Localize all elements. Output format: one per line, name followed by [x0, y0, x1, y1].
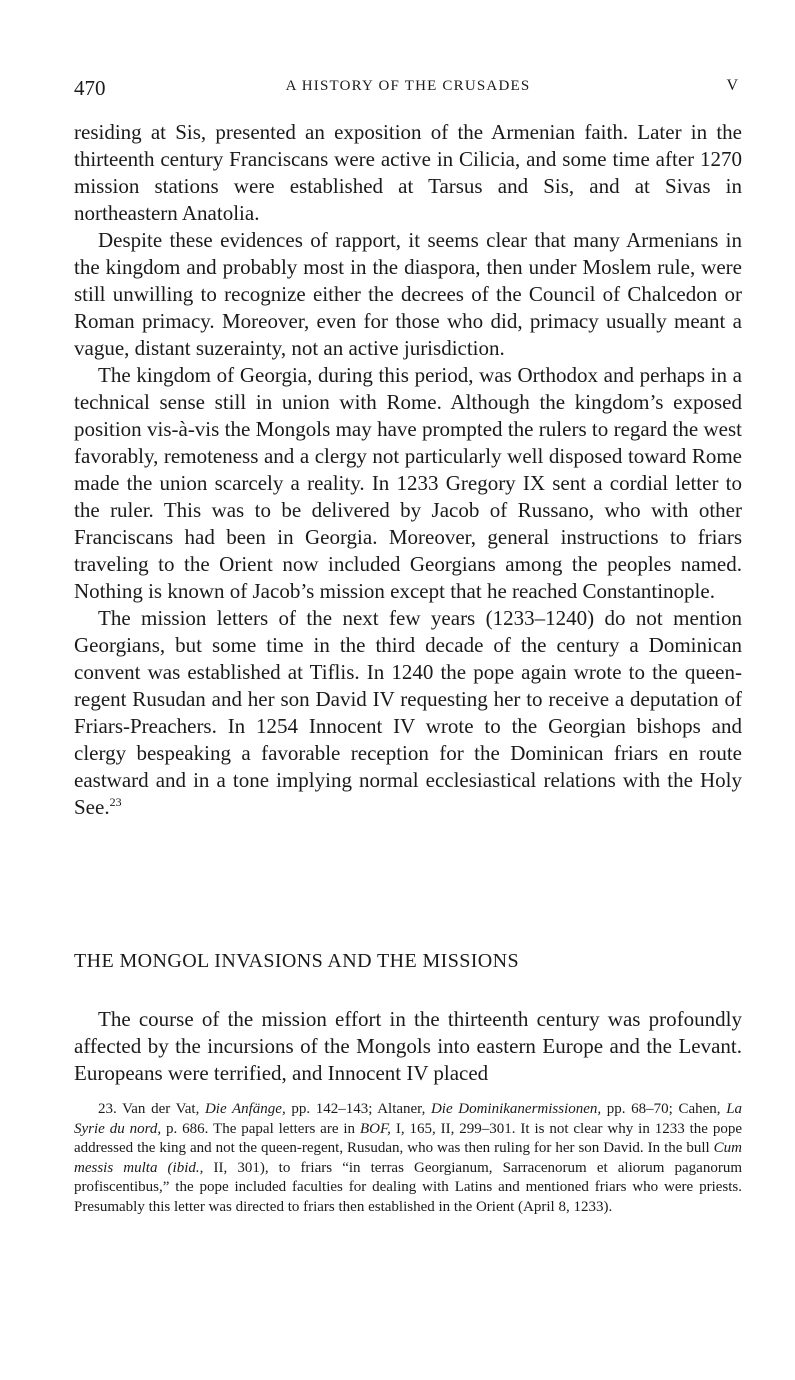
body-text — [74, 119, 742, 821]
footnote-reference: 23 — [109, 795, 122, 809]
running-title: A HISTORY OF THE CRUSADES — [285, 78, 531, 94]
footnote-citation-title: La Syrie du nord, — [74, 1101, 743, 1137]
section-body — [74, 1006, 742, 1087]
footnote-text: pp. 68–70; Cahen, — [601, 1101, 727, 1117]
footnote-text: Van der Vat, — [116, 1101, 205, 1117]
section-paragraph: The course of the mission effort in the thirteenth century was profoundly affected by the incursions of the Mongols into eastern Europe and the Levant. Europeans were terrified, and Innocent IV placed — [74, 1007, 742, 1085]
paragraph-1: residing at Sis, presented an exposition of the Armenian faith. Later in the thirteenth century Franciscans were active in Cilicia, and some time after 1270 mission stations were established at Tarsus and Sis, and at Sivas in northeastern Anatolia. — [74, 120, 742, 225]
footnote-23 — [74, 1100, 742, 1217]
paragraph-4-text: The mission letters of the next few years (1233–1240) do not mention Georgians, but some time in the third decade of the century a Dominican convent was established at Tiflis. In 1240 the pope again wrote to the queen-regent Rusudan and her son David IV requesting her to receive a deputation of Friars-Preachers. In 1254 Innocent IV wrote to the Georgian bishops and clergy bespeaking a favorable reception for the Dominican friars en route eastward and in a tone implying normal ecclesiastical relations with the Holy See. — [74, 606, 742, 819]
part-number: V — [726, 77, 738, 94]
page-number: 470 — [74, 76, 106, 100]
paragraph-2: Despite these evidences of rapport, it seems clear that many Armenians in the kingdom and probably most in the diaspora, then under Moslem rule, were still unwilling to recognize either the decrees of the Council of Chalcedon or Roman primacy. Moreover, even for those who did, primacy usually meant a vague, distant suzerainty, not an active jurisdiction. — [74, 228, 742, 360]
footnote-citation-title: Die Dominikanermissionen, — [430, 1101, 602, 1117]
footnote-text: pp. 142–143; Altaner, — [285, 1101, 431, 1117]
footnote-number: 23. — [98, 1101, 117, 1117]
footnote-citation-title: Die Anfänge, — [204, 1101, 286, 1117]
footnote-citation-title: Cum messis multa (ibid., — [74, 1140, 742, 1176]
running-head — [74, 76, 742, 102]
footnote-text: I, 165, II, 299–301. It is not clear why in 1233 the pope addressed the king and not the queen-regent, Rusudan, who was then ruling for her son David. In the bull — [74, 1120, 742, 1156]
footnotes — [74, 1100, 742, 1217]
footnote-text: II, 301), to friars “in terras Georgianum, Sarracenorum et aliorum paganorum profiscentibus,” the pope included faculties for dealing with Latins and mentioned friars who were priests. Presumably this letter was directed to friars then established in the Orient (April 8, 1233). — [74, 1159, 742, 1215]
paragraph-4 — [74, 605, 742, 821]
footnote-text: p. 686. The papal letters are in — [161, 1120, 360, 1137]
footnote-citation-title: BOF, — [359, 1120, 391, 1137]
paragraph-3: The kingdom of Georgia, during this period, was Orthodox and perhaps in a technical sense still in union with Rome. Although the kingdom’s exposed position vis-à-vis the Mongols may have prompted the rulers to regard the west favorably, remoteness and a clergy not particularly well disposed toward Rome made the union scarcely a reality. In 1233 Gregory IX sent a cordial letter to the ruler. This was to be delivered by Jacob of Russano, who with other Franciscans had been in Georgia. Moreover, general instructions to friars traveling to the Orient now included Georgians among the peoples named. Nothing is known of Jacob’s mission except that he reached Constantinople. — [74, 363, 742, 603]
section-heading: THE MONGOL INVASIONS AND THE MISSIONS — [74, 950, 520, 972]
